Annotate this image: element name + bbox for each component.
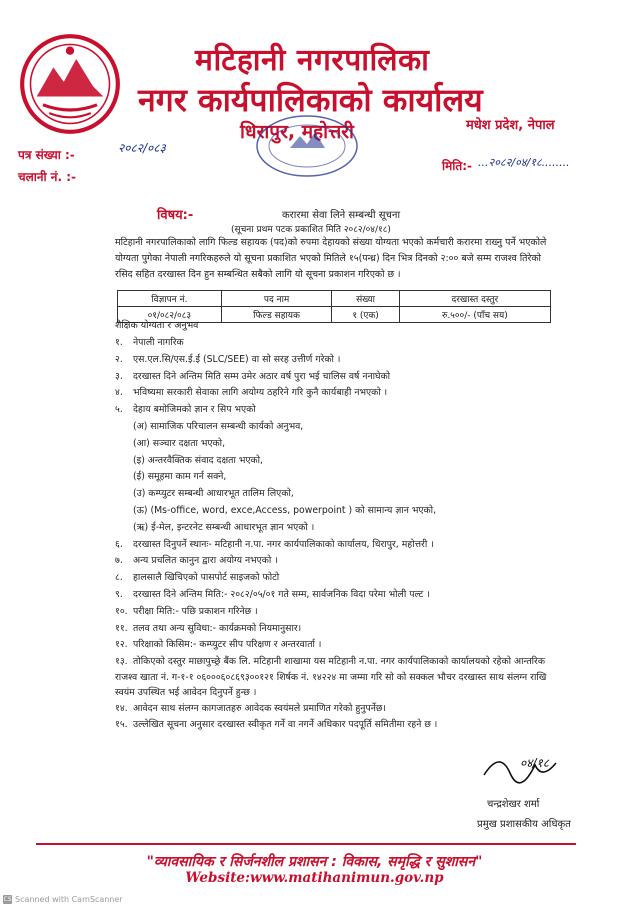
signature-mark — [480, 745, 560, 790]
list-item — [115, 570, 565, 587]
list-item-number: ६. — [115, 538, 123, 550]
signer-title: प्रमुख प्रशासकीय अधिकृत — [477, 819, 571, 830]
list-item — [115, 352, 565, 369]
skill-item: (आ) सञ्चार दक्षता भएको, — [133, 437, 226, 449]
list-item-text: उल्लेखित सूचना अनुसार दरखास्त स्वीकृत गर्ने वा नगर्ने अधिकार पदपूर्ति समितीमा रहने छ । — [133, 719, 438, 731]
list-item-number: १. — [115, 337, 123, 348]
table-cell: १ (एक) — [332, 307, 399, 323]
list-item-number: १३. — [115, 656, 128, 668]
date-value: ...२०८२/०४/१८........ — [478, 156, 570, 169]
list-item — [115, 553, 565, 570]
table-header-cell: दरखास्त दस्तुर — [399, 291, 550, 307]
list-item — [115, 335, 565, 352]
list-item-text: अन्य प्रचलित कानुन द्वारा अयोग्य नभएको । — [133, 555, 278, 567]
list-item-number: १२. — [115, 639, 128, 651]
list-item-text: नेपाली नागरिक — [133, 337, 184, 348]
list-item-text: हालसालै खिचिएको पासपोर्ट साइजको फोटो — [133, 572, 280, 584]
list-item — [115, 654, 565, 701]
list-item-number: १५. — [115, 719, 128, 731]
skill-item: (उ) कम्प्युटर सम्बन्धी आधारभूत तालिम लिएको, — [133, 488, 294, 500]
list-item-text: दरखास्त दिने अन्तिम मिति:- २०८२/०५/०१ गते सम्म, सार्वजनिक विदा परेमा भोली पल्ट । — [133, 588, 430, 600]
list-item-text: एस.एल.सि/एस.ई.ई (SLC/SEE) वा सो सरह उत्तीर्ण गरेको । — [133, 353, 341, 365]
table-cell: ०१/०८२/०८३ — [118, 307, 222, 323]
signature-date-text: ०४/१८ — [520, 756, 550, 770]
table-cell: फिल्ड सहायक — [221, 307, 332, 323]
list-item — [115, 621, 565, 638]
table-header-row — [118, 291, 551, 307]
table-cell: रु.५००/- (पाँच सय) — [399, 307, 550, 323]
list-item-text: आवेदन साथ संलग्न कागजातहरु आवेदक स्वयंमले प्रमाणित गरेको हुनुपर्नेछ। — [133, 702, 386, 714]
office-location: धिरापुर, महोत्तरी — [240, 121, 354, 143]
subject-label: विषय:- — [157, 208, 194, 223]
signer-name: चन्द्रशेखर शर्मा — [487, 799, 540, 810]
list-item-text: भविष्यमा सरकारी सेवाका लागि अयोग्य ठहरिने गरि कुनै कार्यबाही नभएको । — [133, 387, 388, 399]
dispatch-no-label: चलानी नं. :- — [18, 170, 76, 184]
notice-paragraph: मटिहानी नगरपालिकाको लागि फिल्ड सहायक (पद)को रुपमा देहायको संख्या योग्यता भएको कर्मचारी करारमा राख्नु पर्ने भएकोले योग्यता पुगेका नेपाली नगरिकहरुले यो सूचना प्रकाशित भएको मितिले १५(पन्ध्र) दिन भित्र दिनको २:०० बजे सम्म राजश्व तिरेको रसिद सहित दरखास्त दिन हुन सम्बन्धित सबैको लागि यो सूचना प्रकाशन गरिएको छ । — [115, 237, 547, 280]
list-item — [115, 385, 565, 402]
list-item — [115, 701, 565, 718]
list-item-text: तलव तथा अन्य सुविधा:- कार्यक्रमको नियमानुसार। — [133, 622, 302, 634]
municipality-emblem-icon — [18, 32, 122, 136]
skill-item: (इ) अन्तरवैक्तिक संवाद दक्षता भएको, — [133, 454, 263, 466]
list-item — [115, 369, 565, 386]
office-seal-stamp-icon — [245, 108, 370, 183]
footer-divider — [36, 843, 576, 845]
ref-no-value: २०८२/०८३ — [118, 141, 166, 155]
list-item-text: परीक्षा मिति:- पछि प्रकाशन गरिनेछ । — [133, 605, 258, 617]
list-item-number: ९. — [115, 588, 123, 600]
qualifications-heading: शैक्षिक योग्यता र अनुभव — [115, 320, 199, 331]
camscanner-icon: CS — [3, 896, 12, 903]
municipality-name: मटिहानी नगरपालिका — [195, 43, 430, 78]
table-header-cell: पद नाम — [221, 291, 332, 307]
list-item-number: ४. — [115, 387, 123, 399]
list-item — [115, 587, 565, 604]
subject-title: करारमा सेवा लिने सम्बन्धी सूचना — [282, 210, 401, 221]
list-item — [115, 604, 565, 621]
province-label: मधेश प्रदेश, नेपाल — [466, 118, 555, 133]
list-item-number: ५. — [115, 404, 123, 416]
skill-item: (अ) सामाजिक परिचालन सम्बन्धी कार्यको अनुभव, — [133, 420, 304, 432]
list-item — [115, 637, 565, 654]
subject-subtitle: (सूचना प्रथम पटक प्रकाशित मिति २०८२/०४/१८) — [231, 225, 391, 235]
requirements-list — [115, 335, 565, 734]
footer-website: Website:www.matihanimun.gov.np — [185, 870, 444, 886]
list-item-text: तोकिएको दस्तुर माछापुच्छ्रे बैंक लि. मटिहानी शाखामा यस मटिहानी न.पा. नगर कार्यपालिकाको कार्यालयको रहेको आन्तरिक राजश्व खाता नं. ग-१-१ ०६०००६०८६९३००१२१ शिर्षक नं. १४२२४ मा जम्मा गरि सो को सक्कल भौचर दरखास्त साथ संलग्न राखि स्वयंम उपस्थित भई आवेदन दिनुपर्ने हुन्छ । — [115, 656, 547, 699]
skill-item: (ऋ) ई-मेल, इन्टरनेट सम्बन्धी आधारभूत ज्ञान भएको । — [133, 521, 315, 533]
scanner-watermark — [3, 895, 123, 904]
skill-item: (ई) समूहमा काम गर्न सक्ने, — [133, 471, 227, 483]
list-item — [115, 717, 565, 734]
office-name: नगर कार्यपालिकाको कार्यालय — [138, 81, 483, 119]
list-item-text: दरखास्त दिनुपर्ने स्थानः- मटिहानी न.पा. नगर कार्यपालिकाको कार्यालय, धिरापुर, महोत्तरी । — [133, 538, 434, 550]
list-item-text: देहाय बमोजिमको ज्ञान र सिप भएको — [133, 404, 256, 416]
list-item-number: ११. — [115, 622, 128, 634]
list-item-number: १०. — [115, 605, 128, 617]
list-item-number: ८. — [115, 572, 123, 584]
list-item-number: ७. — [115, 555, 123, 567]
table-header-cell: विज्ञापन नं. — [118, 291, 222, 307]
footer-slogan: "व्यावसायिक र सिर्जनशील प्रशासन : विकास, समृद्धि र सुशासन" — [146, 854, 483, 870]
list-item-text: परिक्षाको किसिम:- कम्प्युटर सीप परिक्षण र अन्तरवार्ता । — [133, 639, 322, 651]
skill-item: (ऊ) (Ms-office, word, exce,Access, powerpoint ) को सामान्य ज्ञान भएको, — [133, 504, 437, 516]
list-item — [115, 402, 565, 419]
list-item-number: १४. — [115, 702, 128, 714]
list-item-text: दरखास्त दिने अन्तिम मिति सम्म उमेर अठार वर्ष पुरा भई चालिस वर्ष ननाघेको — [133, 370, 391, 382]
watermark-text: Scanned with CamScanner — [15, 895, 123, 904]
list-item — [115, 537, 565, 554]
ref-no-label: पत्र संख्या :- — [18, 148, 75, 162]
list-item-number: ३. — [115, 370, 123, 382]
table-header-cell: संख्या — [332, 291, 399, 307]
date-label: मिति:- — [442, 159, 473, 173]
list-item-number: २. — [115, 353, 123, 365]
